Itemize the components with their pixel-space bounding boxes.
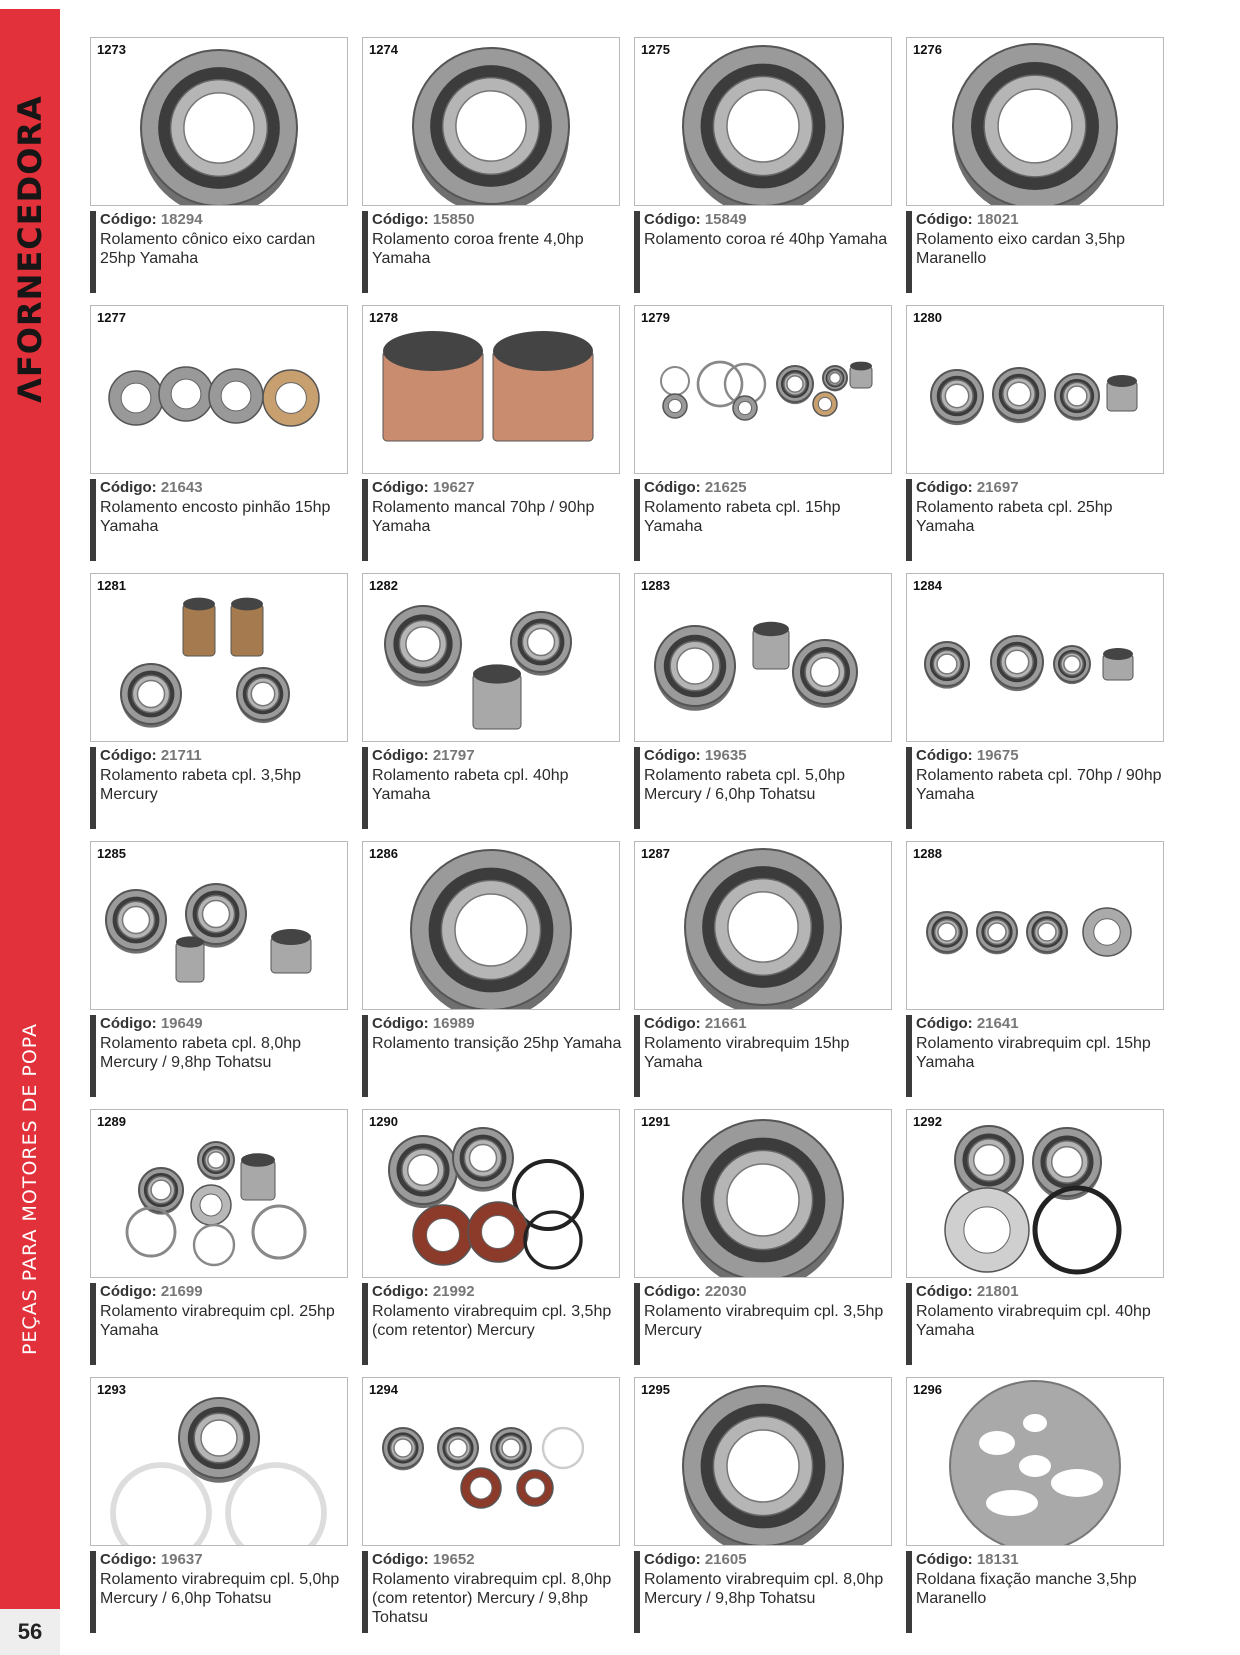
product-image — [363, 1378, 619, 1545]
product-name: Rolamento virabrequim cpl. 5,0hp Mercury / 6,0hp Tohatsu — [100, 1571, 340, 1607]
product-code — [916, 1015, 1168, 1033]
code-label: Código: — [372, 1283, 429, 1300]
brand-logo-text: ΛFORNECEDORA — [11, 95, 49, 403]
product-description — [906, 747, 1168, 829]
product-image — [363, 842, 619, 1009]
product-image-frame — [90, 573, 348, 742]
product-image-frame — [90, 305, 348, 474]
code-label: Código: — [916, 747, 973, 764]
product-code — [916, 747, 1168, 765]
product-code — [100, 479, 352, 497]
product-card — [362, 573, 624, 831]
product-description — [634, 1283, 896, 1365]
product-card — [634, 1377, 896, 1635]
product-name: Rolamento virabrequim cpl. 3,5hp Mercury — [644, 1303, 884, 1339]
product-image-frame — [906, 37, 1164, 206]
product-card — [906, 1109, 1168, 1367]
product-name: Rolamento virabrequim 15hp Yamaha — [644, 1035, 850, 1071]
product-card — [906, 305, 1168, 563]
item-number: 1278 — [369, 310, 398, 325]
code-label: Código: — [644, 479, 701, 496]
product-code — [100, 1551, 352, 1569]
product-name: Rolamento virabrequim cpl. 3,5hp (com retentor) Mercury — [372, 1303, 612, 1339]
product-code — [916, 1283, 1168, 1301]
product-description — [362, 211, 624, 293]
product-image-frame — [362, 37, 620, 206]
item-number: 1282 — [369, 578, 398, 593]
product-description — [634, 1551, 896, 1633]
product-description — [90, 479, 352, 561]
product-description — [634, 211, 896, 293]
product-description — [362, 1283, 624, 1365]
product-name: Rolamento rabeta cpl. 15hp Yamaha — [644, 499, 841, 535]
product-name: Rolamento eixo cardan 3,5hp Maranello — [916, 231, 1126, 267]
page-number: 56 — [0, 1609, 60, 1655]
product-code — [372, 747, 624, 765]
product-name: Rolamento rabeta cpl. 8,0hp Mercury / 9,8hp Tohatsu — [100, 1035, 302, 1071]
product-description — [90, 1015, 352, 1097]
code-label: Código: — [644, 1015, 701, 1032]
item-number: 1283 — [641, 578, 670, 593]
product-name: Roldana fixação manche 3,5hp Maranello — [916, 1571, 1137, 1607]
code-label: Código: — [916, 1551, 973, 1568]
product-card — [634, 305, 896, 563]
product-image — [635, 1378, 891, 1545]
code-value: 19627 — [432, 479, 475, 496]
product-image-frame — [90, 37, 348, 206]
item-number: 1289 — [97, 1114, 126, 1129]
product-card — [906, 1377, 1168, 1635]
product-card — [362, 37, 624, 295]
product-image — [91, 306, 347, 473]
product-image-frame — [906, 1377, 1164, 1546]
product-image-frame — [906, 841, 1164, 1010]
product-card — [906, 37, 1168, 295]
code-value: 21699 — [160, 1283, 203, 1300]
code-value: 21801 — [976, 1283, 1019, 1300]
code-value: 21605 — [704, 1551, 747, 1568]
item-number: 1281 — [97, 578, 126, 593]
product-image-frame — [906, 1109, 1164, 1278]
code-label: Código: — [644, 1551, 701, 1568]
product-name: Rolamento rabeta cpl. 3,5hp Mercury — [100, 767, 302, 803]
product-code — [644, 1551, 896, 1569]
code-label: Código: — [372, 1551, 429, 1568]
product-card — [906, 573, 1168, 831]
product-card — [90, 37, 352, 295]
product-image-frame — [634, 37, 892, 206]
item-number: 1277 — [97, 310, 126, 325]
code-value: 21661 — [704, 1015, 747, 1032]
product-description — [362, 1551, 624, 1633]
sidebar — [0, 9, 60, 1609]
code-value: 19635 — [704, 747, 747, 764]
product-code — [916, 479, 1168, 497]
product-image — [907, 842, 1163, 1009]
product-code — [644, 479, 896, 497]
item-number: 1284 — [913, 578, 942, 593]
product-name: Rolamento virabrequim cpl. 15hp Yamaha — [916, 1035, 1151, 1071]
product-description — [906, 211, 1168, 293]
product-image — [635, 1110, 891, 1277]
product-description — [906, 1551, 1168, 1633]
product-code — [644, 1015, 896, 1033]
product-image — [363, 574, 619, 741]
item-number: 1276 — [913, 42, 942, 57]
product-image — [91, 38, 347, 205]
product-image-frame — [362, 305, 620, 474]
product-image — [363, 1110, 619, 1277]
product-name: Rolamento encosto pinhão 15hp Yamaha — [100, 499, 331, 535]
product-card — [362, 1377, 624, 1635]
product-card — [90, 1109, 352, 1367]
product-card — [362, 305, 624, 563]
code-label: Código: — [916, 1015, 973, 1032]
item-number: 1293 — [97, 1382, 126, 1397]
product-image — [907, 38, 1163, 205]
code-label: Código: — [100, 1015, 157, 1032]
product-description — [90, 1283, 352, 1365]
product-description — [90, 1551, 352, 1633]
code-label: Código: — [100, 747, 157, 764]
product-image — [91, 842, 347, 1009]
product-name: Rolamento coroa ré 40hp Yamaha — [644, 231, 888, 248]
product-card — [634, 37, 896, 295]
product-image — [363, 306, 619, 473]
product-description — [906, 1015, 1168, 1097]
product-description — [634, 479, 896, 561]
product-description — [634, 747, 896, 829]
product-name: Rolamento rabeta cpl. 5,0hp Mercury / 6,0hp Tohatsu — [644, 767, 846, 803]
product-code — [644, 211, 896, 229]
product-image — [91, 1110, 347, 1277]
product-code — [916, 1551, 1168, 1569]
product-name: Rolamento transição 25hp Yamaha — [372, 1035, 622, 1052]
item-number: 1285 — [97, 846, 126, 861]
product-image-frame — [634, 305, 892, 474]
product-image — [907, 1378, 1163, 1545]
product-code — [100, 1015, 352, 1033]
product-name: Rolamento cônico eixo cardan 25hp Yamaha — [100, 231, 316, 267]
product-image-frame — [362, 1377, 620, 1546]
product-image-frame — [634, 573, 892, 742]
code-value: 21992 — [432, 1283, 475, 1300]
section-title: PEÇAS PARA MOTORES DE POPA — [19, 1022, 41, 1356]
code-label: Código: — [372, 479, 429, 496]
product-card — [362, 841, 624, 1099]
product-code — [100, 211, 352, 229]
code-value: 18131 — [976, 1551, 1019, 1568]
item-number: 1280 — [913, 310, 942, 325]
code-label: Código: — [644, 1283, 701, 1300]
code-value: 19652 — [432, 1551, 475, 1568]
product-image — [907, 574, 1163, 741]
code-label: Código: — [644, 747, 701, 764]
code-value: 21711 — [160, 747, 202, 764]
product-card — [90, 1377, 352, 1635]
product-image-frame — [906, 573, 1164, 742]
code-value: 15850 — [432, 211, 475, 228]
product-image — [363, 38, 619, 205]
product-image — [91, 574, 347, 741]
item-number: 1274 — [369, 42, 398, 57]
product-image-frame — [362, 841, 620, 1010]
product-image-frame — [634, 1109, 892, 1278]
product-name: Rolamento rabeta cpl. 70hp / 90hp Yamaha — [916, 767, 1162, 803]
item-number: 1273 — [97, 42, 126, 57]
product-image — [91, 1378, 347, 1545]
product-name: Rolamento rabeta cpl. 40hp Yamaha — [372, 767, 569, 803]
product-description — [362, 479, 624, 561]
code-value: 18021 — [976, 211, 1019, 228]
code-value: 21797 — [432, 747, 475, 764]
product-description — [634, 1015, 896, 1097]
product-image-frame — [90, 1377, 348, 1546]
code-label: Código: — [372, 1015, 429, 1032]
product-card — [634, 573, 896, 831]
code-value: 19637 — [160, 1551, 203, 1568]
product-code — [372, 1551, 624, 1569]
product-description — [362, 747, 624, 829]
product-code — [100, 1283, 352, 1301]
item-number: 1295 — [641, 1382, 670, 1397]
product-card — [90, 573, 352, 831]
product-image — [635, 574, 891, 741]
code-value: 21625 — [704, 479, 747, 496]
code-label: Código: — [916, 479, 973, 496]
code-label: Código: — [916, 211, 973, 228]
product-image-frame — [634, 1377, 892, 1546]
code-label: Código: — [644, 211, 701, 228]
code-value: 21697 — [976, 479, 1019, 496]
code-label: Código: — [372, 747, 429, 764]
product-code — [372, 1015, 624, 1033]
product-card — [634, 841, 896, 1099]
code-label: Código: — [100, 211, 157, 228]
product-name: Rolamento rabeta cpl. 25hp Yamaha — [916, 499, 1113, 535]
product-name: Rolamento mancal 70hp / 90hp Yamaha — [372, 499, 595, 535]
item-number: 1286 — [369, 846, 398, 861]
product-description — [906, 1283, 1168, 1365]
product-description — [90, 211, 352, 293]
product-image-frame — [634, 841, 892, 1010]
product-image-frame — [906, 305, 1164, 474]
item-number: 1291 — [641, 1114, 670, 1129]
code-label: Código: — [100, 1283, 157, 1300]
code-label: Código: — [372, 211, 429, 228]
product-image-frame — [362, 573, 620, 742]
code-value: 19675 — [976, 747, 1019, 764]
item-number: 1288 — [913, 846, 942, 861]
code-label: Código: — [916, 1283, 973, 1300]
product-description — [906, 479, 1168, 561]
product-code — [644, 1283, 896, 1301]
code-value: 15849 — [704, 211, 747, 228]
product-image — [635, 38, 891, 205]
product-image — [635, 842, 891, 1009]
product-name: Rolamento coroa frente 4,0hp Yamaha — [372, 231, 584, 267]
code-value: 21641 — [976, 1015, 1019, 1032]
product-name: Rolamento virabrequim cpl. 25hp Yamaha — [100, 1303, 335, 1339]
product-code — [644, 747, 896, 765]
code-value: 21643 — [160, 479, 203, 496]
item-number: 1294 — [369, 1382, 398, 1397]
item-number: 1290 — [369, 1114, 398, 1129]
item-number: 1287 — [641, 846, 670, 861]
product-code — [372, 479, 624, 497]
product-description — [90, 747, 352, 829]
product-name: Rolamento virabrequim cpl. 8,0hp (com retentor) Mercury / 9,8hp Tohatsu — [372, 1571, 612, 1626]
product-code — [372, 211, 624, 229]
product-card — [634, 1109, 896, 1367]
product-image-frame — [90, 841, 348, 1010]
product-card — [906, 841, 1168, 1099]
product-image — [635, 306, 891, 473]
item-number: 1279 — [641, 310, 670, 325]
product-image-frame — [90, 1109, 348, 1278]
item-number: 1292 — [913, 1114, 942, 1129]
product-code — [372, 1283, 624, 1301]
code-label: Código: — [100, 1551, 157, 1568]
product-name: Rolamento virabrequim cpl. 40hp Yamaha — [916, 1303, 1151, 1339]
product-description — [362, 1015, 624, 1097]
item-number: 1275 — [641, 42, 670, 57]
product-code — [916, 211, 1168, 229]
product-card — [90, 841, 352, 1099]
product-code — [100, 747, 352, 765]
code-value: 18294 — [160, 211, 203, 228]
product-card — [90, 305, 352, 563]
product-image — [907, 306, 1163, 473]
code-label: Código: — [100, 479, 157, 496]
product-image — [907, 1110, 1163, 1277]
product-card — [362, 1109, 624, 1367]
code-value: 19649 — [160, 1015, 203, 1032]
item-number: 1296 — [913, 1382, 942, 1397]
code-value: 22030 — [704, 1283, 747, 1300]
product-name: Rolamento virabrequim cpl. 8,0hp Mercury / 9,8hp Tohatsu — [644, 1571, 884, 1607]
code-value: 16989 — [432, 1015, 475, 1032]
product-image-frame — [362, 1109, 620, 1278]
